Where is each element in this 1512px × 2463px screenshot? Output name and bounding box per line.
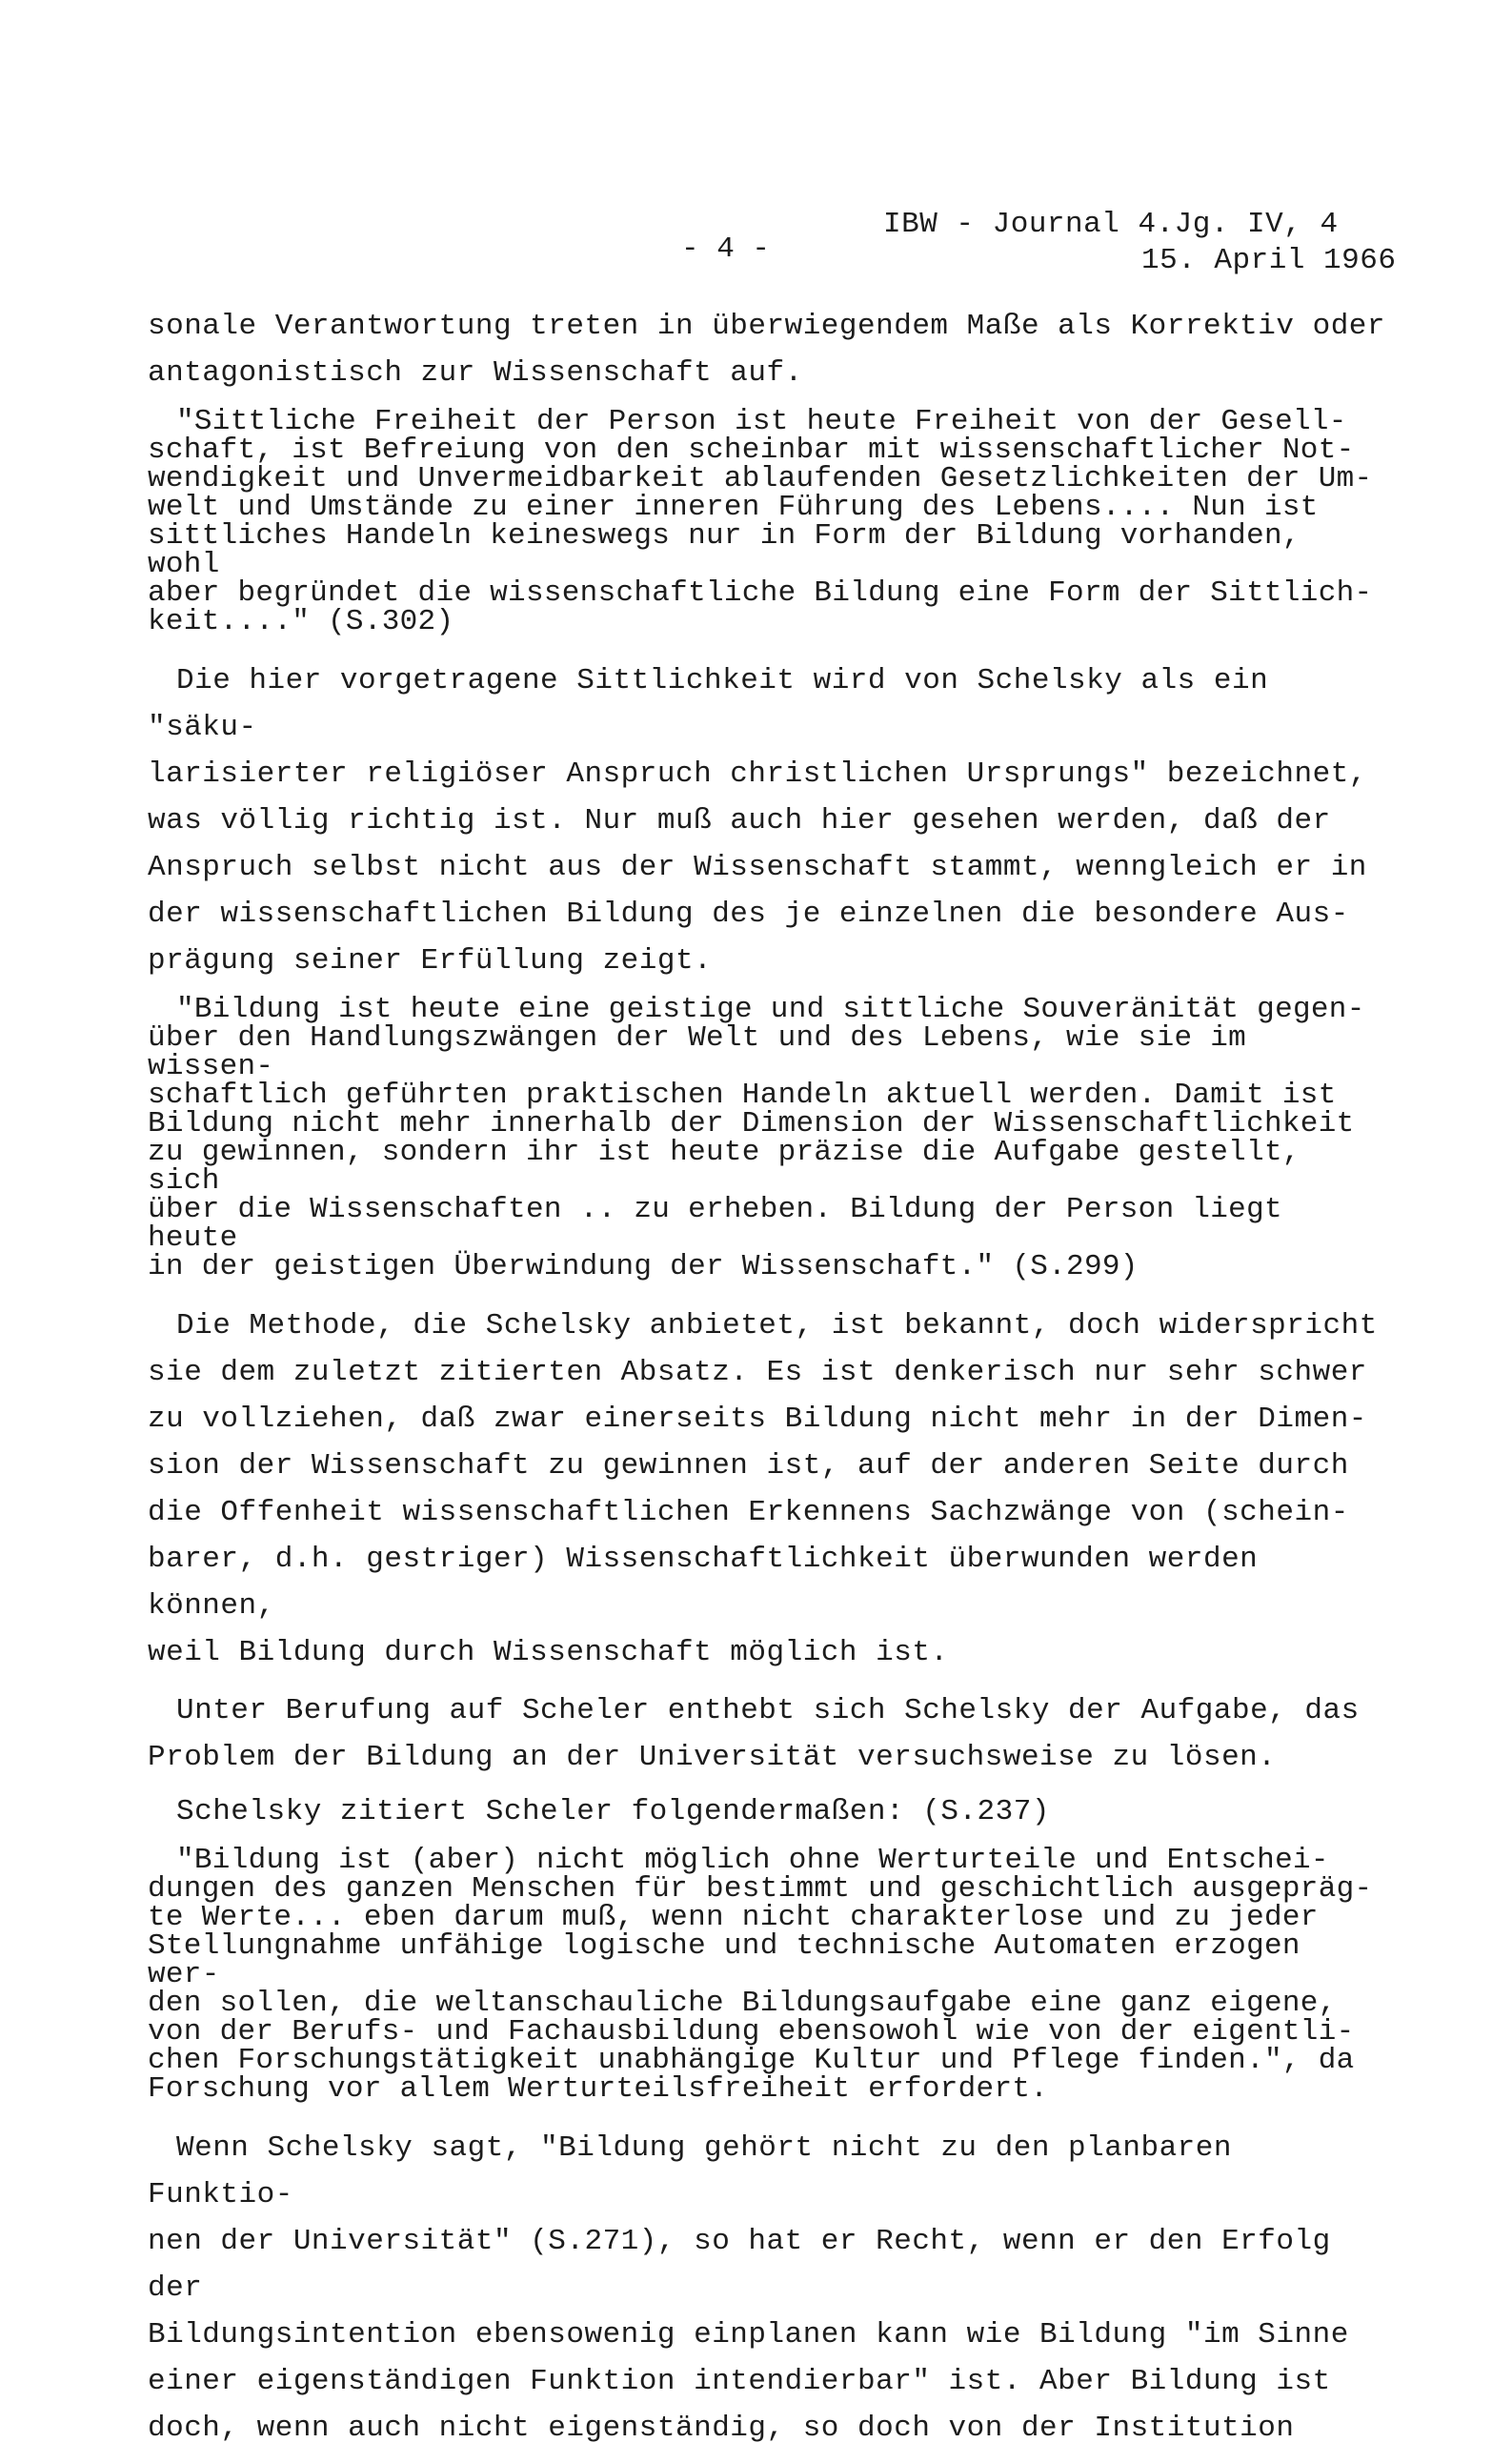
paragraph: Schelsky zitiert Scheler folgendermaßen: (S.237) xyxy=(176,1795,1050,1828)
paragraph: Die Methode, die Schelsky anbietet, ist bekannt, doch widerspricht sie dem zuletzt zitierten Absatz. Es ist denkerisch nur sehr schwer zu vollziehen, daß zwar einerseits Bildung nicht mehr in der Dimen- sion der Wissenschaft zu gewinnen ist, auf der anderen Seite durch die Offenheit wissenschaftlichen Erkennens Sachzwänge von (schein- barer, d.h. gestriger) Wissenschaftlichkeit überwunden werden können, weil Bildung durch Wissenschaft möglich ist. xyxy=(148,1309,1378,1669)
block-quote: "Bildung ist (aber) nicht möglich ohne Werturteile und Entschei- dungen des ganzen Menschen für bestimmt und geschichtlich ausgepräg- te Werte... eben darum muß, wenn nicht charakterlose und zu jeder Stellungnahme unfähige logische und technische Automaten erzogen wer- den sollen, die weltanschauliche Bildungsaufgabe eine ganz eigene, von der Berufs- und Fachausbildung ebensowohl wie von der eigentli- chen Forschungstätigkeit unabhängige Kultur und Pflege finden.", da Forschung vor allem Werturteilsfreiheit erfordert. xyxy=(148,1844,1373,2106)
paragraph: Wenn Schelsky sagt, "Bildung gehört nicht zu den planbaren Funktio- nen der Universität" (S.271), so hat er Recht, wenn er den Erfolg der Bildungsintention ebensowenig einplanen kann wie Bildung "im Sinne einer eigenständigen Funktion intendierbar" ist. Aber Bildung ist doch, wenn auch nicht eigenständig, so doch von der Institution xyxy=(148,2131,1349,2445)
document-body xyxy=(148,303,1386,2463)
page-number: - 4 - xyxy=(681,232,771,266)
paragraph: Die hier vorgetragene Sittlichkeit wird von Schelsky als ein "säku- larisierter religiöser Anspruch christlichen Ursprungs" bezeichnet, was völlig richtig ist. Nur muß auch hier gesehen werden, daß der Anspruch selbst nicht aus der Wissenschaft stammt, wenngleich er in der wissenschaftlichen Bildung des je einzelnen die besondere Aus- prägung seiner Erfüllung zeigt. xyxy=(148,664,1367,978)
paragraph: sonale Verantwortung treten in überwiegendem Maße als Korrektiv oder antagonistisch zur Wissenschaft auf. xyxy=(148,310,1386,390)
block-quote: "Sittliche Freiheit der Person ist heute Freiheit von der Gesell- schaft, ist Befreiung von den scheinbar mit wissenschaftlicher Not- wendigkeit und Unvermeidbarkeit ablaufenden Gesetzlichkeiten der Um- welt und Umstände zu einer inneren Führung des Lebens.... Nun ist sittliches Handeln keineswegs nur in Form der Bildung vorhanden, wohl aber begründet die wissenschaftliche Bildung eine Form der Sittlich- keit...." (S.302) xyxy=(148,405,1373,638)
journal-header: IBW - Journal 4.Jg. IV, 4 xyxy=(883,208,1339,241)
block-quote: "Bildung ist heute eine geistige und sittliche Souveränität gegen- über den Handlungszwängen der Welt und des Lebens, wie sie im wissen- schaftlich geführten praktischen Handeln aktuell werden. Damit ist Bildung nicht mehr innerhalb der Dimension der Wissenschaftlichkeit zu gewinnen, sondern ihr ist heute präzise die Aufgabe gestellt, sich über die Wissenschaften .. zu erheben. Bildung der Person liegt heute in der geistigen Überwindung der Wissenschaft." (S.299) xyxy=(148,993,1365,1283)
paragraph: Unter Berufung auf Scheler enthebt sich Schelsky der Aufgabe, das Problem der Bildung an der Universität versuchsweise zu lösen. xyxy=(148,1694,1360,1774)
issue-date: 15. April 1966 xyxy=(1141,244,1397,277)
